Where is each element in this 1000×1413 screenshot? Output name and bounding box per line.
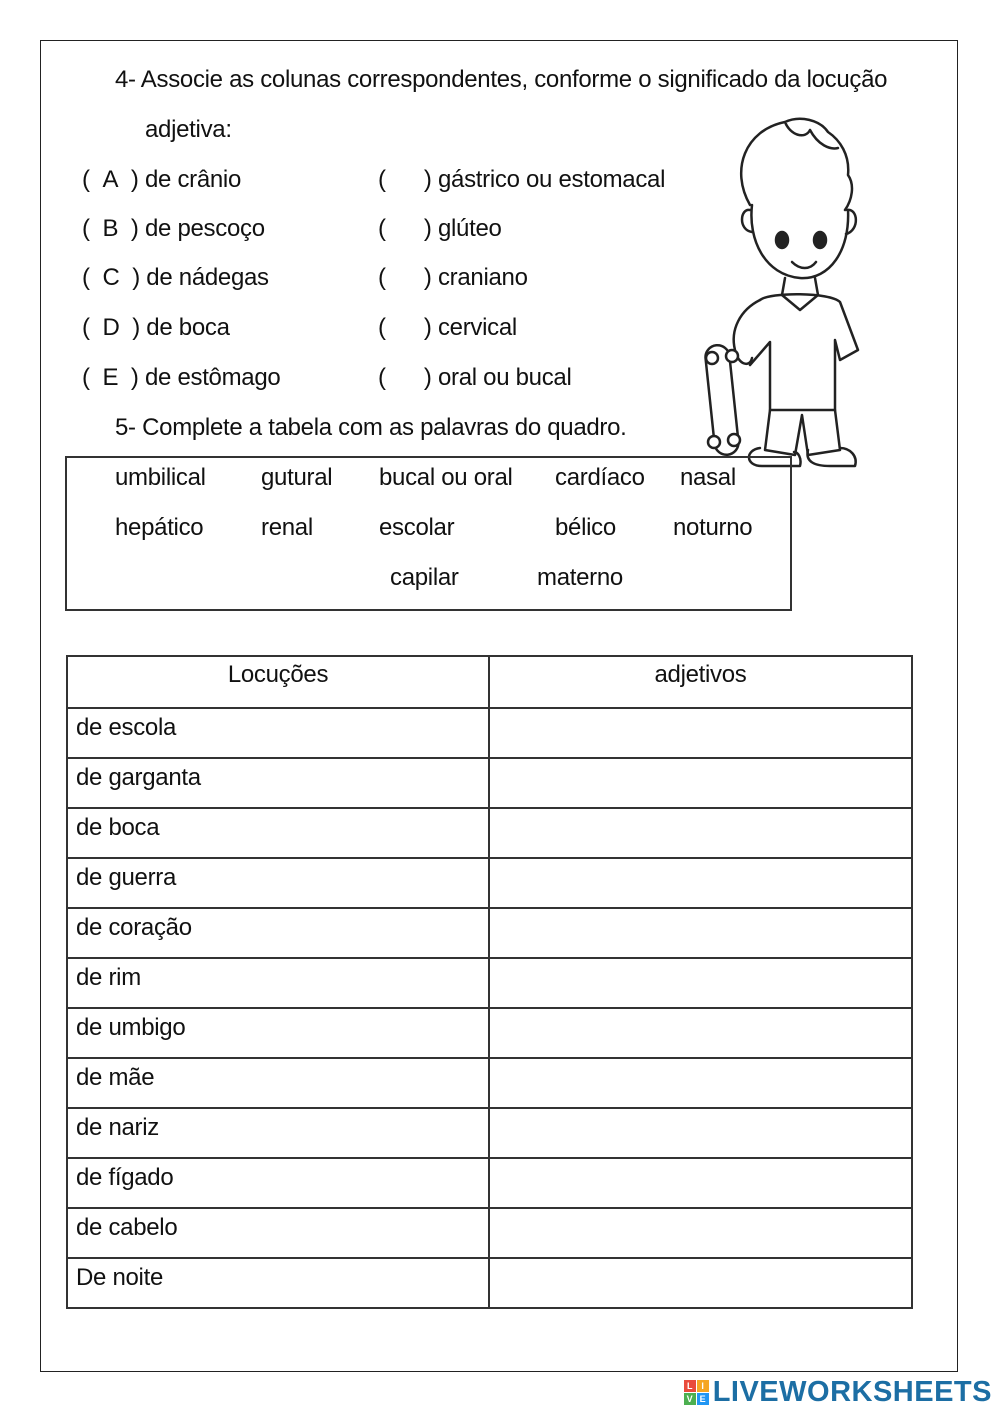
answer-cell[interactable] [489,1008,912,1058]
left-item-e: ( E ) de estômago [82,364,281,391]
locucao-cell: de boca [67,808,489,858]
word-item: renal [261,514,313,541]
answer-cell[interactable] [489,708,912,758]
word-item: noturno [673,514,753,541]
left-item-b: ( B ) de pescoço [82,215,265,242]
boy-with-skateboard-illustration [690,110,870,470]
table-row [67,1008,912,1058]
locucao-cell: de nariz [67,1108,489,1158]
answer-cell[interactable] [489,908,912,958]
right-item-2[interactable]: ( ) glúteo [378,215,502,242]
word-item: gutural [261,464,333,491]
letter-d: D [102,314,120,341]
answer-cell[interactable] [489,858,912,908]
table-row [67,758,912,808]
right-item-4[interactable]: ( ) cervical [378,314,517,341]
table-row [67,708,912,758]
left-item-c: ( C ) de nádegas [82,264,269,291]
letter-c: C [102,264,120,291]
locucao-cell: de rim [67,958,489,1008]
answer-cell[interactable] [489,758,912,808]
table-row [67,1058,912,1108]
answer-cell[interactable] [489,958,912,1008]
answer-cell[interactable] [489,1058,912,1108]
table-row [67,858,912,908]
table-header-row [67,656,912,708]
word-bank-box [65,456,792,611]
table-row [67,808,912,858]
table-row [67,1158,912,1208]
right-item-1[interactable]: ( ) gástrico ou estomacal [378,166,666,193]
answer-cell[interactable] [489,1158,912,1208]
word-item: hepático [115,514,204,541]
right-item-3[interactable]: ( ) craniano [378,264,528,291]
locucao-cell: de garganta [67,758,489,808]
answer-cell[interactable] [489,1208,912,1258]
locucao-cell: De noite [67,1258,489,1308]
answer-cell[interactable] [489,808,912,858]
table-row [67,1258,912,1308]
left-item-d: ( D ) de boca [82,314,230,341]
table-row [67,908,912,958]
answer-cell[interactable] [489,1108,912,1158]
right-item-5[interactable]: ( ) oral ou bucal [378,364,572,391]
word-item: cardíaco [555,464,645,491]
header-adjetivos: adjetivos [489,656,912,708]
logo-cell-i: I [697,1380,709,1392]
liveworksheets-logo-icon [684,1380,709,1405]
word-item: materno [537,564,623,591]
liveworksheets-brand[interactable] [684,1376,992,1409]
locucao-cell: de cabelo [67,1208,489,1258]
locucao-cell: de coração [67,908,489,958]
word-item: bucal ou oral [379,464,513,491]
question-4-title-continued: adjetiva: [145,116,232,143]
locucao-cell: de fígado [67,1158,489,1208]
word-item: bélico [555,514,616,541]
left-item-a: ( A ) de crânio [82,166,242,193]
locucao-cell: de escola [67,708,489,758]
logo-cell-e: E [697,1393,709,1405]
locucao-cell: de umbigo [67,1008,489,1058]
table-row [67,1208,912,1258]
word-item: nasal [680,464,736,491]
table-row [67,1108,912,1158]
question-4-title: 4- Associe as colunas correspondentes, conforme o significado da locução [115,66,888,93]
locucoes-adjetivos-table [66,655,913,1309]
locucao-cell: de mãe [67,1058,489,1108]
word-item: umbilical [115,464,206,491]
word-item: escolar [379,514,455,541]
question-5-title: 5- Complete a tabela com as palavras do quadro. [115,414,627,441]
word-item: capilar [390,564,459,591]
liveworksheets-wordmark: LIVEWORKSHEETS [712,1376,992,1408]
letter-b: B [102,215,119,242]
table-row [67,958,912,1008]
letter-a: A [102,166,119,193]
logo-cell-l: L [684,1380,696,1392]
logo-cell-v: V [684,1393,696,1405]
letter-e: E [102,364,119,391]
answer-cell[interactable] [489,1258,912,1308]
locucao-cell: de guerra [67,858,489,908]
header-locucoes: Locuções [67,656,489,708]
